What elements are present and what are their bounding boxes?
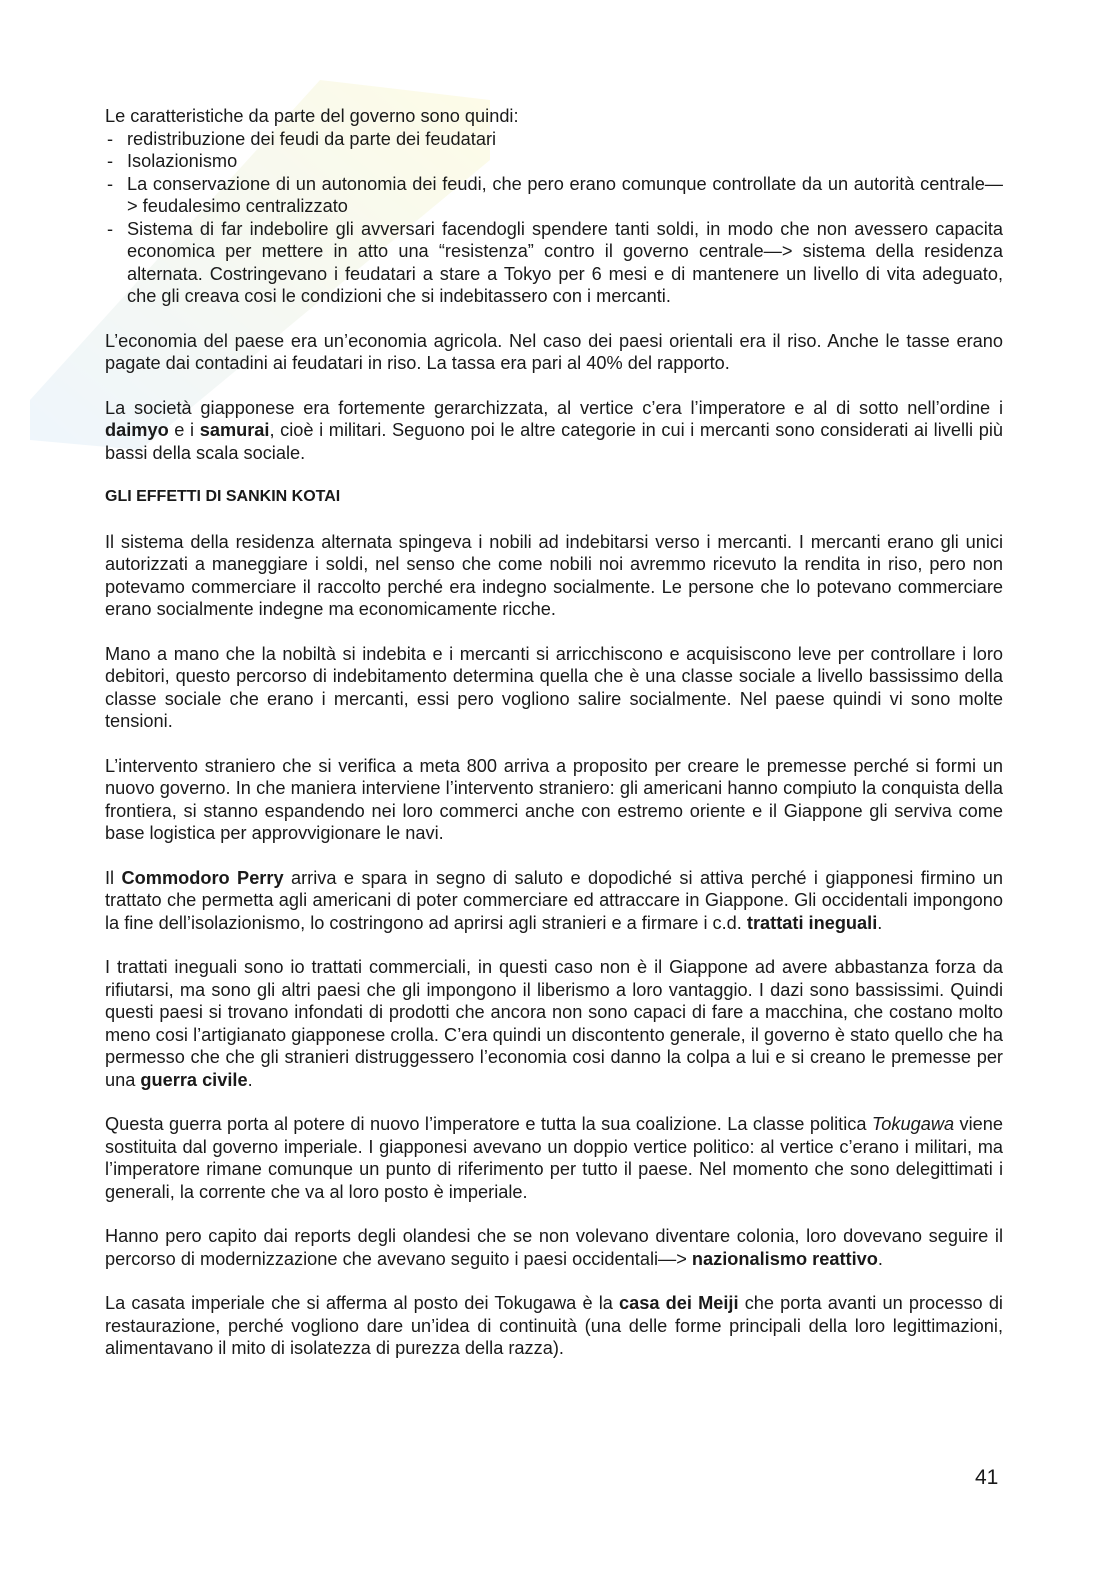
section-heading: GLI EFFETTI DI SANKIN KOTAI bbox=[105, 488, 341, 505]
term-samurai: samurai bbox=[199, 420, 270, 440]
term-tokugawa: Tokugawa bbox=[871, 1114, 955, 1134]
paragraph-mano: Mano a mano che la nobiltà si indebita e i mercanti si arricchiscono e acquisiscono leve per controllare i loro debitori, questo percorso di indebitamento determina quella che è una classe sociale a livello bassissimo della classe sociale che erano i mercanti, essi pero vogliono salire socialmente. Nel paese quindi vi sono molte tensioni. bbox=[105, 643, 1003, 731]
document-page bbox=[105, 105, 1003, 1382]
government-characteristics-list bbox=[105, 128, 1003, 308]
page-number: 41 bbox=[975, 1466, 999, 1489]
paragraph-perry: Il Commodoro Perry arriva e spara in segno di saluto e dopodiché si attiva perché i giapponesi firmino un trattato che permetta agli americani di poter commerciare ed attraccare in Giappone. Gli occidentali impongono la fine dell’isolazionismo, lo costringono ad aprirsi agli stranieri e a firmare i c.d. trattati ineguali. bbox=[105, 867, 1003, 933]
paragraph-sistema: Il sistema della residenza alternata spingeva i nobili ad indebitarsi verso i mercanti. I mercanti erano gli unici autorizzati a maneggiare i soldi, nel senso che come nobili noi avremmo ricevuto la rendita in riso, pero non potevamo commerciare il raccolto perché era indegno socialmente. Le persone che lo potevano commerciare erano socialmente indegne ma economicamente ricche. bbox=[105, 531, 1003, 619]
paragraph-guerra: Questa guerra porta al potere di nuovo l’imperatore e tutta la sua coalizione. La classe politica Tokugawa viene sostituita dal governo imperiale. I giapponesi avevano un doppio vertice politico: al vertice c’erano i militari, ma l’imperatore rimane comunque un punto di riferimento per tutto il paese. Nel momento che sono delegittimati i generali, la corrente che va al loro posto è imperiale. bbox=[105, 1114, 1003, 1202]
list-item: - La conservazione di un autonomia dei feudi, che pero erano comunque controllate da un autorità centrale—> feudalesimo centralizzato bbox=[105, 173, 1003, 218]
paragraph-economia: L’economia del paese era un’economia agricola. Nel caso dei paesi orientali era il riso. Anche le tasse erano pagate dai contadini ai feudatari in riso. La tassa era pari al 40% del rapporto. bbox=[105, 330, 1003, 373]
term-nazionalismo-reattivo: nazionalismo reattivo bbox=[691, 1248, 878, 1269]
list-item: - Isolazionismo bbox=[105, 150, 1003, 173]
list-item: - redistribuzione dei feudi da parte dei feudatari bbox=[105, 128, 1003, 151]
paragraph-intervento: L’intervento straniero che si verifica a meta 800 arriva a proposito per creare le premesse perché si formi un nuovo governo. In che maniera interviene l’intervento straniero: gli americani hanno compiuto la conquista della frontiera, si stanno espandendo nei loro commerci anche con estremo oriente e il Giappone gli serviva come base logistica per approvvigionare le navi. bbox=[105, 755, 1003, 843]
paragraph-trattati: I trattati ineguali sono io trattati commerciali, in questi caso non è il Giappone ad avere abbastanza forza da rifiutarsi, ma sono gli altri paesi che gli impongono il liberismo a loro vantaggio. I dazi sono bassissimi. Quindi questi paesi si trovano infondati di prodotti che ancora non sono capaci di fare a macchina, che costano molto meno cosi l’artigianato giapponese crolla. C’era quindi un discontento generale, il governo è stato quello che ha permesso che che gli stranieri distruggessero l’economia cosi danno la colpa a lui e si creano le premesse per una guerra civile. bbox=[105, 957, 1003, 1090]
term-trattati-ineguali: trattati ineguali bbox=[746, 912, 878, 933]
paragraph-societa: La società giapponese era fortemente gerarchizzata, al vertice c’era l’imperatore e al di sotto nell’ordine i daimyo e i samurai, cioè i militari. Seguono poi le altre categorie in cui i mercanti sono considerati ai livelli più bassi della scala sociale. bbox=[105, 397, 1003, 463]
term-guerra-civile: guerra civile bbox=[140, 1069, 248, 1090]
list-item: - Sistema di far indebolire gli avversari facendogli spendere tanti soldi, in modo che non avessero capacita economica per mettere in atto una “resistenza” contro il governo centrale—> sistema della residenza alternata. Costringevano i feudatari a stare a Tokyo per 6 mesi e di mantenere un livello di vita adeguato, che gli creava cosi le condizioni che si indebitassero con i mercanti. bbox=[105, 218, 1003, 308]
paragraph-meiji: La casata imperiale che si afferma al posto dei Tokugawa è la casa dei Meiji che porta avanti un processo di restaurazione, perché vogliono dare un’idea di continuità (una delle forme principali della loro legittimazioni, alimentavano il mito di isolatezza di purezza della razza). bbox=[105, 1293, 1003, 1358]
paragraph-olandesi: Hanno pero capito dai reports degli olandesi che se non volevano diventare colonia, loro dovevano seguire il percorso di modernizzazione che avevano seguito i paesi occidentali—> nazionalismo reattivo. bbox=[105, 1226, 1003, 1269]
term-commodoro-perry: Commodoro Perry bbox=[121, 867, 284, 888]
term-daimyo: daimyo bbox=[105, 420, 169, 440]
list-intro: Le caratteristiche da parte del governo sono quindi: bbox=[105, 106, 519, 126]
term-casa-dei-meiji: casa dei Meiji bbox=[619, 1293, 739, 1313]
